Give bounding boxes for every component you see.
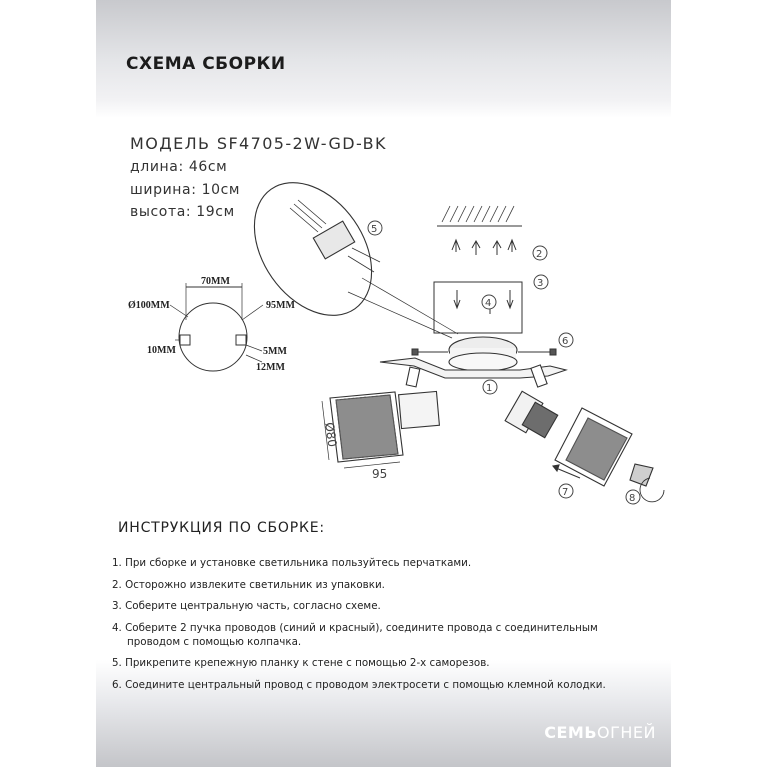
- dim-shade-len: 95: [372, 467, 388, 481]
- canopy-dimension-drawing: [170, 283, 263, 371]
- dim-95: 95MM: [266, 300, 295, 311]
- mount-hole-left: [180, 335, 190, 345]
- callout-8: 8: [629, 493, 636, 504]
- shade-right: [505, 391, 664, 502]
- instruction-step-4-line2: проводом с помощью колпачка.: [127, 635, 302, 648]
- dim-5: 5MM: [263, 346, 287, 357]
- wiring-detail: [230, 161, 458, 338]
- spec-width: ширина: 10см: [130, 182, 241, 198]
- mounting-plate: [434, 282, 522, 333]
- spec-height: высота: 19см: [130, 204, 235, 220]
- callout-7: 7: [562, 487, 569, 498]
- instruction-step-4-line1: 4. Соберите 2 пучка проводов (синий и красный), соедините провода с соединительным: [112, 621, 598, 634]
- shade-left: [322, 391, 439, 468]
- callout-2: 2: [536, 249, 543, 260]
- dim-12: 12MM: [256, 362, 285, 373]
- callout-1: 1: [486, 383, 493, 394]
- callout-4: 4: [485, 298, 492, 309]
- callout-3: 3: [537, 278, 544, 289]
- ceiling-mount: [434, 206, 522, 333]
- leader-line-2: [362, 278, 458, 334]
- spec-length: длина: 46см: [130, 159, 228, 175]
- mount-hole-right: [236, 335, 246, 345]
- instruction-step-5: 5. Прикрепите крепежную планку к стене с помощью 2-х саморезов.: [112, 657, 490, 669]
- dim-d100: Ø100MM: [128, 300, 170, 311]
- brand-logo-bold: СЕМЬ: [544, 723, 598, 742]
- dim-70: 70MM: [201, 276, 230, 287]
- instruction-step-2: 2. Осторожно извлеките светильник из упаковки.: [112, 578, 385, 591]
- bulb-cap: [630, 464, 653, 486]
- page-title: СХЕМА СБОРКИ: [126, 54, 286, 74]
- arm-left: [406, 367, 420, 387]
- canopy-circle: [179, 303, 247, 371]
- brand-logo-light: ОГНЕЙ: [597, 723, 656, 742]
- instruction-step-3: 3. Соберите центральную часть, согласно схеме.: [112, 600, 381, 612]
- dim-10: 10MM: [147, 345, 176, 356]
- dim-shade-dia: Ø80: [322, 421, 340, 448]
- instruction-step-1: 1. При сборке и установке светильника пользуйтесь перчатками.: [112, 557, 472, 569]
- instructions-title: ИНСТРУКЦИЯ ПО СБОРКЕ:: [118, 520, 325, 536]
- model-name: МОДЕЛЬ SF4705-2W-GD-BK: [130, 134, 387, 153]
- callout-6: 6: [562, 336, 569, 347]
- callout-5: 5: [371, 224, 378, 235]
- leader-line-1: [348, 292, 452, 338]
- instruction-step-6: 6. Соедините центральный провод с проводом электросети с помощью клемной колодки.: [112, 678, 606, 691]
- fixture-body: [380, 336, 569, 387]
